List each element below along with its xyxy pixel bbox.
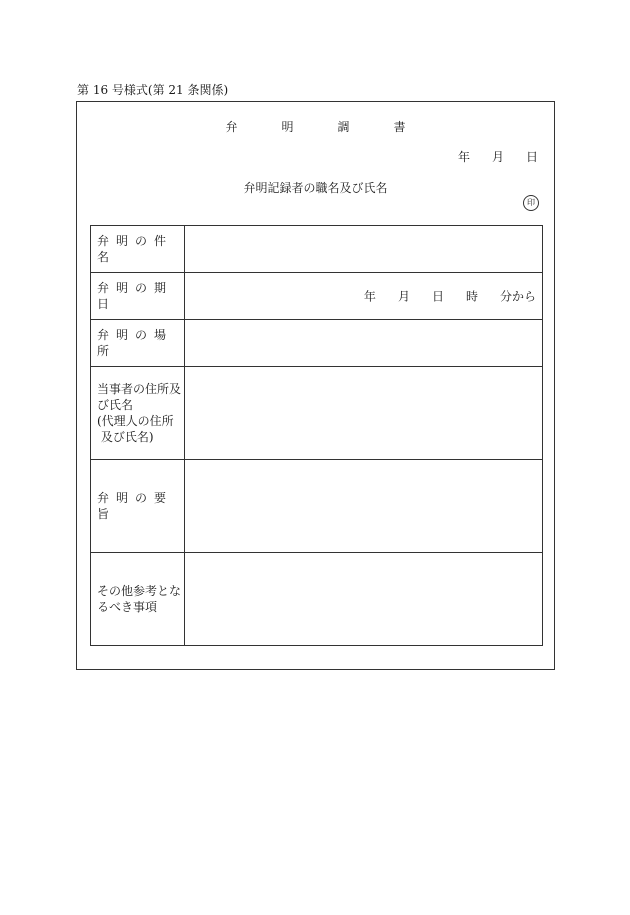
row-label-date: 弁 明 の 期日 bbox=[91, 273, 185, 320]
table-row bbox=[91, 226, 543, 273]
datetime-units: 年 月 日 時 分から bbox=[363, 289, 536, 304]
party-field[interactable] bbox=[185, 367, 543, 460]
summary-field[interactable] bbox=[185, 460, 543, 553]
date-field[interactable] bbox=[185, 273, 543, 320]
case-name-field[interactable] bbox=[185, 226, 543, 273]
table-row bbox=[91, 273, 543, 320]
other-field[interactable] bbox=[185, 553, 543, 646]
document-date bbox=[436, 149, 538, 165]
table-row bbox=[91, 460, 543, 553]
document-title bbox=[77, 119, 554, 135]
title-char: 調 bbox=[337, 120, 350, 134]
title-char: 弁 bbox=[225, 120, 238, 134]
row-label-summary: 弁 明 の 要旨 bbox=[91, 460, 185, 553]
title-char: 明 bbox=[281, 120, 294, 134]
hearing-table bbox=[90, 225, 543, 646]
seal-mark: 印 bbox=[523, 195, 539, 211]
date-unit-day: 日 bbox=[525, 150, 538, 164]
table-row bbox=[91, 553, 543, 646]
row-label-party: 当事者の住所及 び氏名 (代理人の住所 及び氏名) bbox=[91, 367, 185, 460]
title-char: 書 bbox=[393, 120, 406, 134]
row-label-case-name: 弁 明 の 件名 bbox=[91, 226, 185, 273]
table-row bbox=[91, 367, 543, 460]
date-unit-year: 年 bbox=[457, 150, 470, 164]
date-unit-month: 月 bbox=[491, 150, 504, 164]
place-field[interactable] bbox=[185, 320, 543, 367]
row-label-other: その他参考とな るべき事項 bbox=[91, 553, 185, 646]
row-label-place: 弁 明 の 場所 bbox=[91, 320, 185, 367]
recorder-label: 弁明記録者の職名及び氏名 bbox=[243, 181, 388, 195]
form-frame bbox=[76, 101, 555, 670]
table-row bbox=[91, 320, 543, 367]
form-number: 第 16 号様式(第 21 条関係) bbox=[77, 83, 229, 97]
